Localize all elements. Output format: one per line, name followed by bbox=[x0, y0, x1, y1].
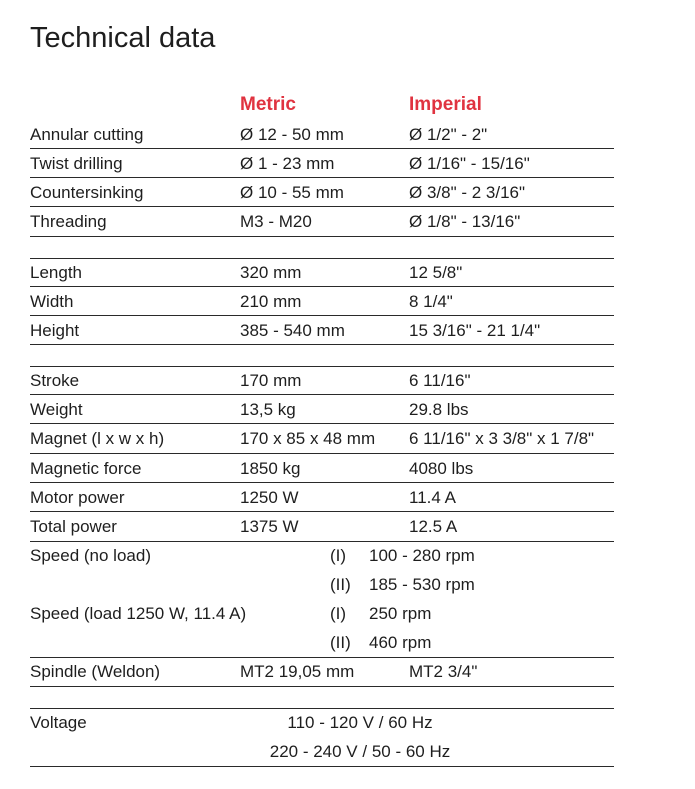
imperial-value: 12.5 A bbox=[409, 517, 458, 536]
row-divider bbox=[30, 766, 614, 767]
row-divider bbox=[30, 344, 614, 345]
row-divider bbox=[30, 686, 614, 687]
row-label: Height bbox=[30, 321, 80, 340]
row-label: Total power bbox=[30, 517, 117, 536]
row-divider bbox=[30, 453, 614, 454]
row-label: Motor power bbox=[30, 488, 125, 507]
row-divider bbox=[30, 366, 614, 367]
voltage-label: Voltage bbox=[30, 713, 87, 732]
metric-value: 170 x 85 x 48 mm bbox=[240, 429, 376, 448]
page-title: Technical data bbox=[30, 22, 216, 54]
metric-value: 170 mm bbox=[240, 371, 302, 390]
spindle-imperial: MT2 3/4" bbox=[409, 662, 478, 681]
metric-column-header: Metric bbox=[240, 94, 296, 115]
metric-value: 1250 W bbox=[240, 488, 299, 507]
voltage-value: 220 - 240 V / 50 - 60 Hz bbox=[269, 742, 451, 761]
imperial-value: Ø 1/2" - 2" bbox=[409, 125, 488, 144]
metric-value: Ø 12 - 50 mm bbox=[240, 125, 344, 144]
metric-value: M3 - M20 bbox=[240, 212, 312, 231]
imperial-value: Ø 3/8" - 2 3/16" bbox=[409, 183, 526, 202]
imperial-value: 6 11/16" x 3 3/8" x 1 7/8" bbox=[409, 429, 595, 448]
row-divider bbox=[30, 258, 614, 259]
row-label: Threading bbox=[30, 212, 107, 231]
speed-gear: (II) bbox=[330, 575, 351, 594]
row-divider bbox=[30, 177, 614, 178]
imperial-value: 11.4 A bbox=[409, 488, 456, 507]
row-divider bbox=[30, 236, 614, 237]
metric-value: 1850 kg bbox=[240, 459, 301, 478]
row-label: Width bbox=[30, 292, 74, 311]
imperial-value: 12 5/8" bbox=[409, 263, 463, 282]
metric-value: 13,5 kg bbox=[240, 400, 296, 419]
row-divider bbox=[30, 657, 614, 658]
spindle-label: Spindle (Weldon) bbox=[30, 662, 161, 681]
imperial-column-header: Imperial bbox=[409, 94, 482, 115]
imperial-value: 6 11/16" bbox=[409, 371, 471, 390]
row-divider bbox=[30, 394, 614, 395]
speed-gear: (I) bbox=[330, 604, 347, 623]
row-divider bbox=[30, 286, 614, 287]
spindle-metric: MT2 19,05 mm bbox=[240, 662, 355, 681]
metric-value: Ø 10 - 55 mm bbox=[240, 183, 344, 202]
speed-value: 460 rpm bbox=[369, 633, 432, 652]
row-divider bbox=[30, 315, 614, 316]
row-divider bbox=[30, 541, 614, 542]
row-label: Weight bbox=[30, 400, 83, 419]
metric-value: 210 mm bbox=[240, 292, 302, 311]
metric-value: 1375 W bbox=[240, 517, 299, 536]
speed-label: Speed (no load) bbox=[30, 546, 151, 565]
speed-value: 185 - 530 rpm bbox=[369, 575, 475, 594]
imperial-value: 29.8 lbs bbox=[409, 400, 469, 419]
row-label: Stroke bbox=[30, 371, 80, 390]
voltage-value: 110 - 120 V / 60 Hz bbox=[287, 713, 433, 732]
row-divider bbox=[30, 206, 614, 207]
row-divider bbox=[30, 482, 614, 483]
speed-gear: (I) bbox=[330, 546, 347, 565]
row-divider bbox=[30, 148, 614, 149]
speed-value: 250 rpm bbox=[369, 604, 432, 623]
row-label: Annular cutting bbox=[30, 125, 144, 144]
speed-gear: (II) bbox=[330, 633, 351, 652]
row-label: Twist drilling bbox=[30, 154, 123, 173]
metric-value: 385 - 540 mm bbox=[240, 321, 345, 340]
imperial-value: 8 1/4" bbox=[409, 292, 453, 311]
imperial-value: Ø 1/16" - 15/16" bbox=[409, 154, 530, 173]
row-label: Countersinking bbox=[30, 183, 144, 202]
speed-value: 100 - 280 rpm bbox=[369, 546, 475, 565]
row-label: Length bbox=[30, 263, 82, 282]
metric-value: 320 mm bbox=[240, 263, 302, 282]
row-divider bbox=[30, 423, 614, 424]
imperial-value: Ø 1/8" - 13/16" bbox=[409, 212, 521, 231]
row-label: Magnet (l x w x h) bbox=[30, 429, 165, 448]
row-divider bbox=[30, 511, 614, 512]
row-divider bbox=[30, 708, 614, 709]
speed-label: Speed (load 1250 W, 11.4 A) bbox=[30, 604, 247, 623]
row-label: Magnetic force bbox=[30, 459, 142, 478]
imperial-value: 4080 lbs bbox=[409, 459, 474, 478]
metric-value: Ø 1 - 23 mm bbox=[240, 154, 335, 173]
imperial-value: 15 3/16" - 21 1/4" bbox=[409, 321, 541, 340]
